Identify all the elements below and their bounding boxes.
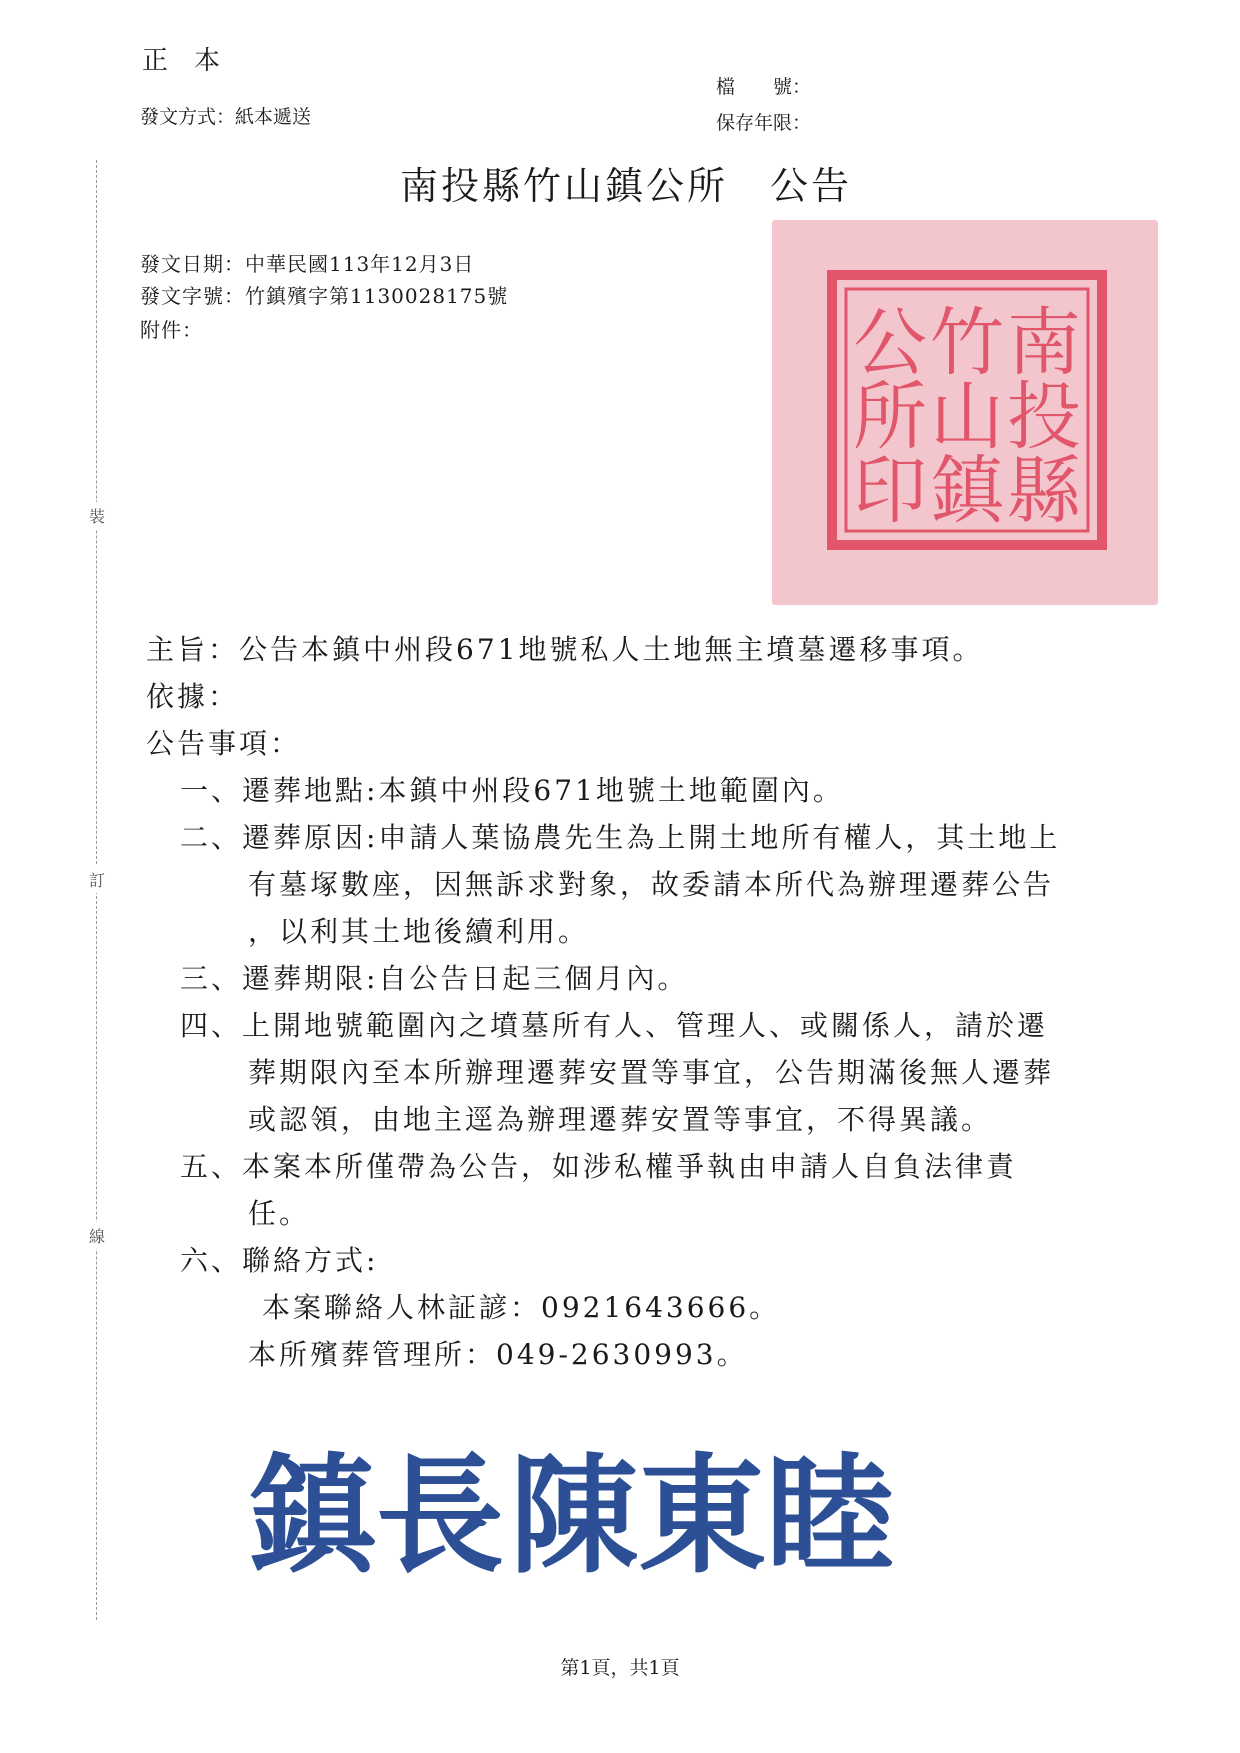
svg-text:印: 印 [853, 448, 927, 534]
list-item: 三、遷葬期限:自公告日起三個月內。 [180, 962, 689, 995]
list-item: 五、本案本所僅帶為公告，如涉私權爭執由申請人自負法律責 [180, 1150, 1018, 1183]
list-item: 四、上開地號範圍內之墳墓所有人、管理人、或關係人，請於遷 [180, 1009, 1049, 1042]
file-no-label: 檔 號： [716, 76, 812, 98]
contact-office: 本所殯葬管理所：049-2630993。 [248, 1338, 748, 1371]
svg-text:所: 所 [853, 374, 927, 460]
doc-type: 公告 [770, 164, 853, 208]
retention-label: 保存年限： [716, 112, 812, 134]
mayor-signature [248, 1432, 898, 1602]
seal-graphic [772, 220, 1158, 605]
office-name: 南投縣竹山鎮公所 [400, 164, 729, 208]
official-seal [772, 220, 1158, 605]
copy-label: 正 本 [142, 46, 221, 76]
svg-text:公: 公 [853, 300, 927, 386]
list-item-continuation: 葬期限內至本所辦理遷葬安置等事宜，公告期滿後無人遷葬 [248, 1056, 1055, 1089]
binding-char: 裝 [88, 502, 106, 529]
svg-text:投: 投 [1007, 374, 1081, 460]
basis: 依據： [146, 680, 240, 713]
svg-text:鎮: 鎮 [248, 1441, 377, 1591]
binding-char: 訂 [88, 866, 106, 893]
svg-text:睦: 睦 [766, 1441, 895, 1591]
contact-person: 本案聯絡人林証諺：0921643666。 [262, 1291, 781, 1324]
page-title [400, 155, 852, 210]
list-item-continuation: 任。 [248, 1197, 311, 1230]
list-item-continuation: ，以利其土地後續利用。 [248, 915, 590, 948]
svg-text:南: 南 [1007, 300, 1081, 386]
svg-text:山: 山 [930, 374, 1004, 460]
attachment-label: 附件： [140, 318, 203, 342]
delivery-method: 發文方式：紙本遞送 [140, 106, 312, 128]
svg-text:鎮: 鎮 [930, 448, 1004, 534]
list-item: 六、聯絡方式: [180, 1244, 379, 1277]
items-heading: 公告事項： [146, 727, 302, 760]
reference-number: 發文字號：竹鎮殯字第1130028175號 [140, 284, 509, 308]
list-item: 一、遷葬地點:本鎮中州段671地號土地範圍內。 [180, 774, 844, 807]
binding-char: 線 [88, 1222, 106, 1249]
signature-graphic [248, 1432, 898, 1602]
list-item: 二、遷葬原因:申請人葉協農先生為上開土地所有權人，其土地上 [180, 821, 1061, 854]
list-item-continuation: 有墓塚數座，因無訴求對象，故委請本所代為辦理遷葬公告 [248, 868, 1055, 901]
svg-text:陳: 陳 [510, 1441, 639, 1591]
svg-text:長: 長 [376, 1441, 505, 1591]
issue-date: 發文日期：中華民國113年12月3日 [140, 252, 475, 276]
subject: 主旨：公告本鎮中州段671地號私人土地無主墳墓遷移事項。 [146, 633, 984, 666]
list-item-continuation: 或認領，由地主逕為辦理遷葬安置等事宜，不得異議。 [248, 1103, 993, 1136]
page-number: 第1頁，共1頁 [560, 1657, 680, 1679]
svg-text:縣: 縣 [1007, 448, 1081, 534]
svg-text:東: 東 [638, 1441, 767, 1591]
svg-text:竹: 竹 [930, 300, 1004, 386]
